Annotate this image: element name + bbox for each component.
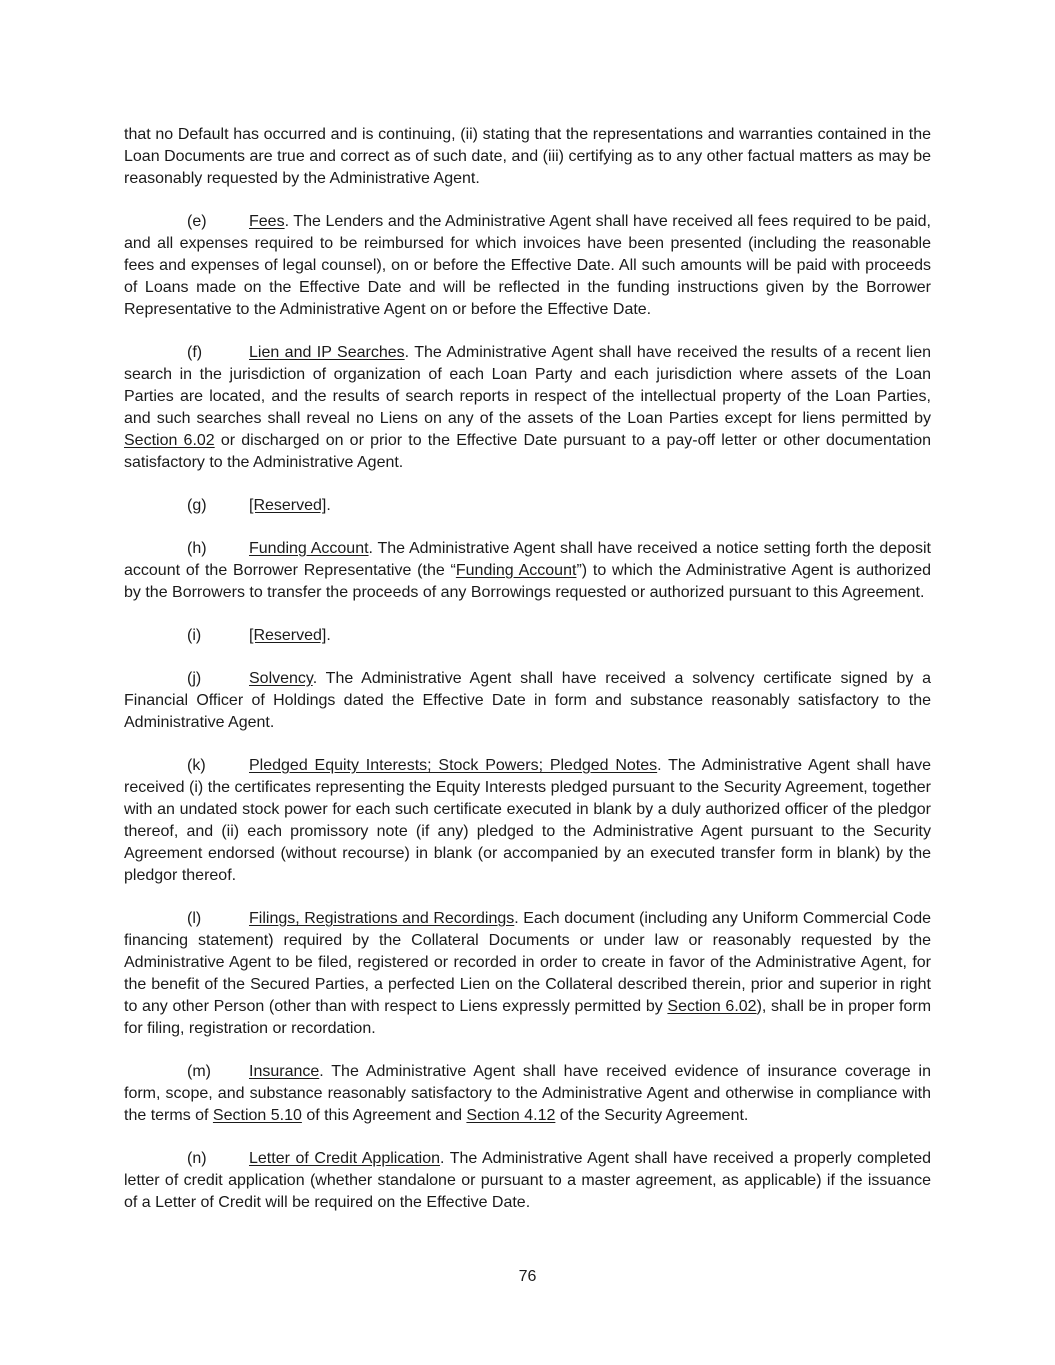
section-g xyxy=(124,495,931,517)
section-text: of the Security Agreement. xyxy=(555,1107,749,1124)
page-number: 76 xyxy=(518,1268,537,1285)
section-title: Fees xyxy=(249,213,285,230)
section-text: . The Administrative Agent shall have received (i) the certificates representing the Equity Interests pledged pursuant to the Security Agreement, together with an undated stock power for each such certificate executed in blank by a duly authorized officer of the pledgor thereof, and (ii) each promissory note (if any) pledged to the Administrative Agent pursuant to the Security Agreement endorsed (without recourse) in blank (or accompanied by an executed transfer form in blank) by the pledgor thereof. xyxy=(124,757,932,884)
section-reference: Section 6.02 xyxy=(124,432,215,449)
section-reference: Section 4.12 xyxy=(466,1107,556,1124)
section-j xyxy=(124,668,931,734)
section-title: Lien and IP Searches xyxy=(249,344,405,361)
section-k xyxy=(124,755,931,887)
section-text: . Each document (including any Uniform Commercial Code financing statement) required by the Collateral Documents or under law or reasonably requested by the Administrative Agent to be filed, registered or recorded in order to create in favor of the Administrative Agent, for the benefit of the Secured Parties, a perfected Lien on the Collateral described therein, prior and superior in right to any other Person (other than with respect to Liens expressly permitted by xyxy=(124,910,932,1015)
section-text: . The Lenders and the Administrative Agent shall have received all fees required to be paid, and all expenses required to be reimbursed for which invoices have been presented (including the reasonable fees and expenses of legal counsel), on or before the Effective Date. All such amounts will be paid with proceeds of Loans made on the Effective Date and will be reflected in the funding instructions given by the Borrower Representative to the Administrative Agent on or before the Effective Date. xyxy=(124,213,931,318)
section-title: Letter of Credit Application xyxy=(249,1150,441,1167)
section-h xyxy=(124,538,931,604)
section-title: Solvency xyxy=(249,670,313,687)
section-label: (g) xyxy=(187,497,207,514)
section-text: ”) to which the Administrative Agent is authorized by the Borrowers to transfer the proceeds of any Borrowings requested or authorized pursuant to this Agreement. xyxy=(124,562,932,601)
section-title: Filings, Registrations and Recordings xyxy=(249,910,515,927)
section-text: ), shall be in proper form for filing, registration or recordation. xyxy=(124,998,932,1037)
section-m xyxy=(124,1061,931,1127)
section-label: (k) xyxy=(187,757,206,774)
section-title: Insurance xyxy=(249,1063,320,1080)
section-label: (e) xyxy=(187,213,207,230)
section-e xyxy=(124,211,931,321)
section-label: (n) xyxy=(187,1150,207,1167)
section-title: [Reserved] xyxy=(249,497,327,514)
section-label: (i) xyxy=(187,627,202,644)
section-text: . xyxy=(326,497,331,514)
section-text: . The Administrative Agent shall have received evidence of insurance coverage in form, scope, and substance reasonably satisfactory to the Administrative Agent and otherwise in compliance with the terms of xyxy=(124,1063,931,1124)
section-text: . The Administrative Agent shall have received the results of a recent lien search in the jurisdiction of organization of each Loan Party and each jurisdiction where assets of the Loan Parties are located, and the results of search reports in respect of the intellectual property of the Loan Parties, and such searches shall reveal no Liens on any of the assets of the Loan Parties except for liens permitted by xyxy=(124,344,932,427)
section-reference: Section 5.10 xyxy=(212,1107,302,1124)
section-title: [Reserved] xyxy=(249,627,327,644)
continuation-paragraph xyxy=(124,124,931,190)
section-text: or discharged on or prior to the Effective Date pursuant to a pay-off letter or other documentation satisfactory to the Administrative Agent. xyxy=(124,432,931,471)
section-i xyxy=(124,625,931,647)
section-text: . xyxy=(326,627,331,644)
section-label: (m) xyxy=(187,1063,211,1080)
section-text: . The Administrative Agent shall have received a properly completed letter of credit application (whether standalone or pursuant to a master agreement, as applicable) if the issuance of a Letter of Credit will be required on the Effective Date. xyxy=(124,1150,931,1211)
section-label: (f) xyxy=(187,344,203,361)
section-title: Pledged Equity Interests; Stock Powers; Pledged Notes xyxy=(249,757,658,774)
section-l xyxy=(124,908,931,1040)
section-text: of this Agreement and xyxy=(301,1107,467,1124)
section-label: (j) xyxy=(187,670,202,687)
section-text: . The Administrative Agent shall have received a notice setting forth the deposit account of the Borrower Representative (the “ xyxy=(124,540,931,579)
body-text xyxy=(124,124,931,1235)
section-n xyxy=(124,1148,931,1214)
section-reference: Section 6.02 xyxy=(667,998,757,1015)
continuation-text: that no Default has occurred and is continuing, (ii) stating that the representations and warranties contained in the Loan Documents are true and correct as of such date, and (iii) certifying as to any other factual matters as may be reasonably requested by the Administrative Agent. xyxy=(124,126,931,187)
defined-term: Funding Account xyxy=(455,562,577,579)
section-label: (l) xyxy=(187,910,202,927)
section-f xyxy=(124,342,931,474)
section-label: (h) xyxy=(187,540,207,557)
section-text: . The Administrative Agent shall have received a solvency certificate signed by a Financial Officer of Holdings dated the Effective Date in form and substance reasonably satisfactory to the Administrative Agent. xyxy=(124,670,931,731)
section-title: Funding Account xyxy=(249,540,369,557)
